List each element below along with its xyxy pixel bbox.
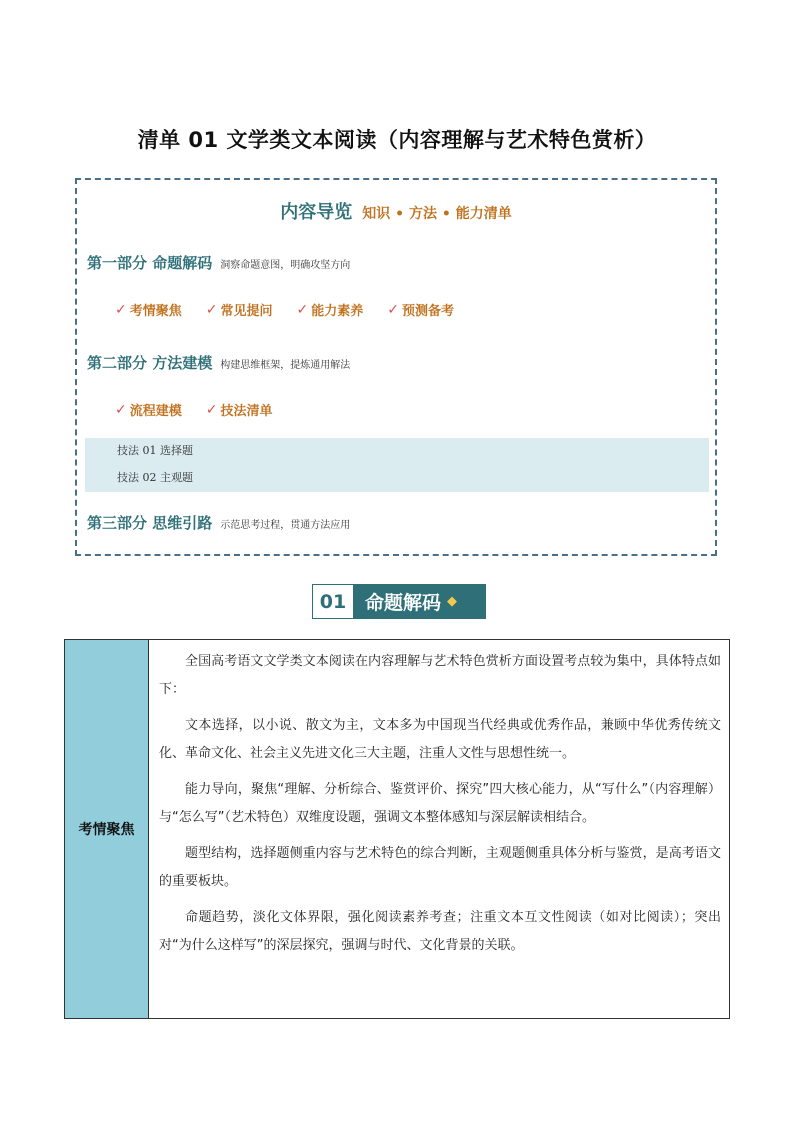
check-icon: ✓ <box>205 401 218 418</box>
content-overview-box <box>75 178 717 556</box>
part3-desc: 示范思考过程，贯通方法应用 <box>220 520 351 531</box>
check-icon: ✓ <box>115 401 127 418</box>
section-number: 01 <box>313 585 353 618</box>
exam-focus-table <box>64 639 730 1019</box>
table-paragraph: 文本选择，以小说、散文为主，文本多为中国现当代经典或优秀作品，兼顾中华优秀传统文化、革命文化、社会主义先进文化三大主题，注重人文性与思想性统一。 <box>159 718 721 761</box>
part1-row <box>87 252 350 273</box>
part1-item-label: 考情聚焦 <box>129 304 182 319</box>
section-name-box <box>353 585 485 618</box>
document-title: 清单 01 文学类文本阅读（内容理解与艺术特色赏析） <box>137 128 657 152</box>
toc-header <box>77 198 715 224</box>
toc-header-main: 内容导览 <box>280 202 353 223</box>
diamond-icon: ◆ <box>447 594 458 609</box>
part2-desc: 构建思维框架，提炼通用解法 <box>220 360 351 371</box>
part2-row <box>87 352 350 373</box>
part2-items <box>115 400 297 419</box>
part2-item[interactable] <box>206 400 273 419</box>
check-icon: ✓ <box>205 301 218 318</box>
check-icon: ✓ <box>387 301 399 318</box>
part3-row <box>87 512 350 533</box>
part1-item[interactable] <box>115 300 182 319</box>
table-body <box>149 640 729 1018</box>
part1-item-label: 常见提问 <box>220 304 273 319</box>
part1-item[interactable] <box>206 300 273 319</box>
part2-item[interactable] <box>115 400 182 419</box>
section-badge <box>312 584 486 619</box>
technique-item[interactable]: 技法 02 主观题 <box>117 471 193 484</box>
part1-item-label: 能力素养 <box>311 304 364 319</box>
part2-item-label: 技法清单 <box>220 404 273 419</box>
table-paragraph: 能力导向，聚焦“理解、分析综合、鉴赏评价、探究”四大核心能力，从“写什么”（内容理解）与“怎么写”（艺术特色）双维度设题，强调文本整体感知与深层解读相结合。 <box>159 782 721 825</box>
part2-label: 第二部分 方法建模 <box>87 354 213 372</box>
part1-item-label: 预测备考 <box>401 304 454 319</box>
part1-item[interactable] <box>387 300 454 319</box>
table-paragraph: 题型结构，选择题侧重内容与艺术特色的综合判断，主观题侧重具体分析与鉴赏，是高考语文的重要板块。 <box>159 846 721 889</box>
table-paragraph: 命题趋势，淡化文体界限，强化阅读素养考查；注重文本互文性阅读（如对比阅读）；突出对“为什么这样写”的深层探究，强调与时代、文化背景的关联。 <box>159 910 721 953</box>
check-icon: ✓ <box>115 301 127 318</box>
part1-items <box>115 300 478 319</box>
part1-item[interactable] <box>297 300 364 319</box>
check-icon: ✓ <box>296 301 309 318</box>
part1-label: 第一部分 命题解码 <box>87 254 213 272</box>
technique-item[interactable]: 技法 01 选择题 <box>117 444 193 457</box>
table-paragraph: 全国高考语文文学类文本阅读在内容理解与艺术特色赏析方面设置考点较为集中，具体特点如下： <box>159 654 721 697</box>
techniques-band <box>85 438 709 492</box>
section-name: 命题解码 <box>365 592 442 614</box>
part3-label: 第三部分 思维引路 <box>87 514 213 532</box>
table-label: 考情聚焦 <box>65 640 149 1018</box>
part1-desc: 洞察命题意图，明确攻坚方向 <box>220 260 351 271</box>
toc-header-sub: 知识 • 方法 • 能力清单 <box>362 206 512 222</box>
part2-item-label: 流程建模 <box>129 404 182 419</box>
